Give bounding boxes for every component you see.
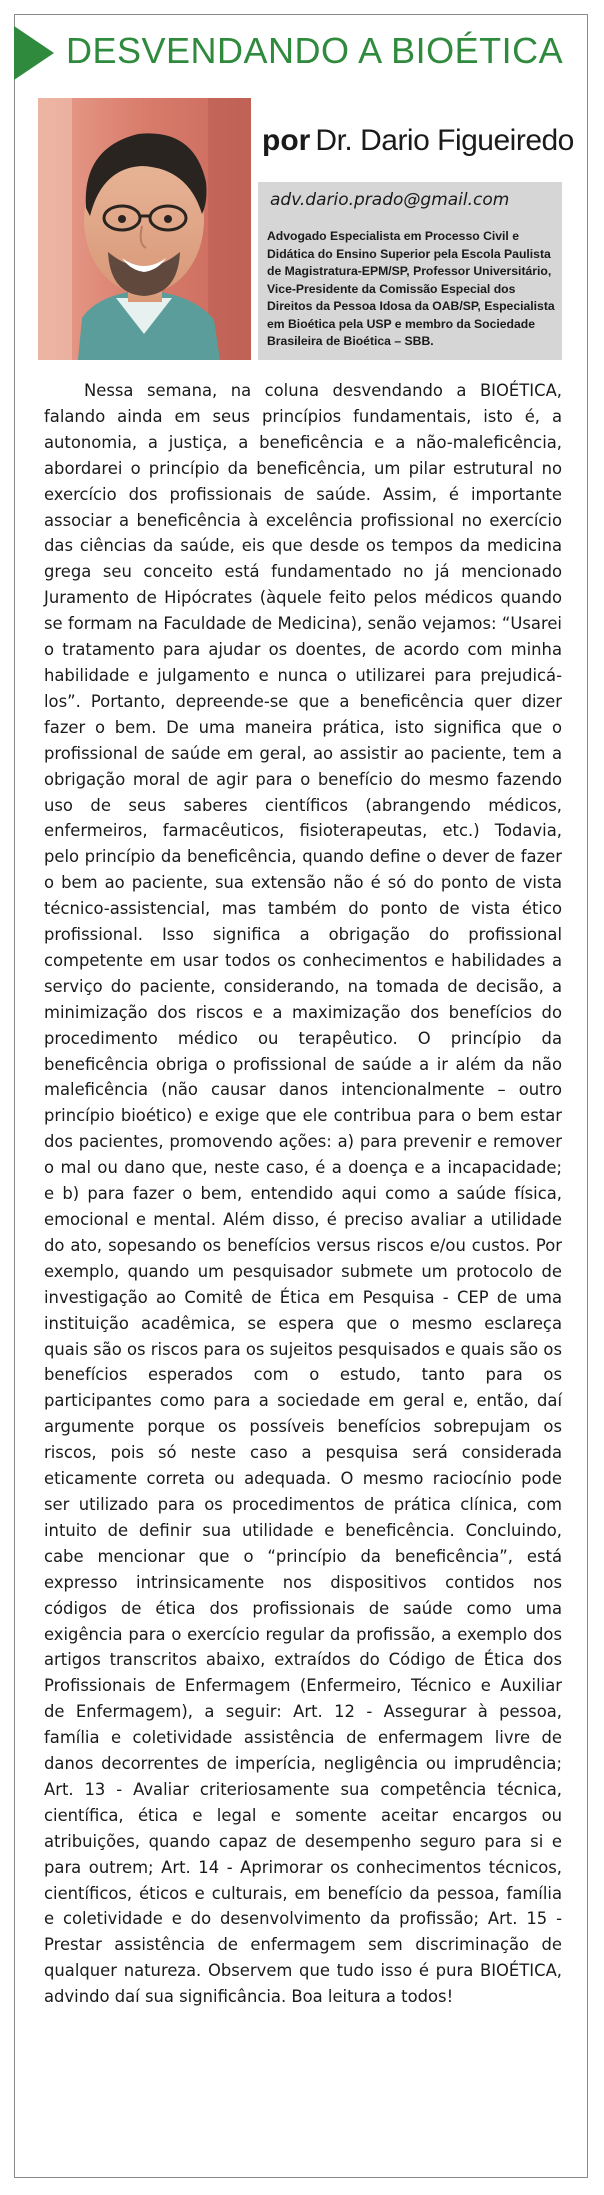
author-email[interactable]: adv.dario.prado@gmail.com: [270, 190, 510, 210]
author-byline: [262, 124, 574, 158]
author-name: Dr. Dario Figueiredo: [315, 124, 574, 157]
byline-prefix: por: [262, 124, 311, 157]
article-body: Nessa semana, na coluna desvendando a BIOÉTICA, falando ainda em seus princípios fundamentais, isto é, a autonomia, a justiça, a beneficência e a não-maleficência, abordarei o princípio da beneficência, um pilar estrutural no exercício dos profissionais de saúde. Assim, é importante associar a beneficência à excelência profissional no exercício das ciências da saúde, eis que desde os tempos da medicina grega seu conceito está fundamentado no já mencionado Juramento de Hipócrates (àquele feito pelos médicos quando se formam na Faculdade de Medicina), senão vejamos: “Usarei o tratamento para ajudar os doentes, de acordo com minha habilidade e julgamento e nunca o utilizarei para prejudicá-los”. Portanto, depreende-se que a beneficência quer dizer fazer o bem. De uma maneira prática, isto significa que o profissional de saúde em geral, ao assistir ao paciente, tem a obrigação moral de agir para o benefício do mesmo fazendo uso de seus saberes científicos (abrangendo médicos, enfermeiros, farmacêuticos, fisioterapeutas, etc.) Todavia, pelo princípio da beneficência, quando define o dever de fazer o bem ao paciente, sua extensão não é só do ponto de vista técnico-assistencial, mas também do ponto de vista ético profissional. Isso significa a obrigação do profissional competente em usar todos os conhecimentos e habilidades a serviço do paciente, considerando, na tomada de decisão, a minimização dos riscos e a maximização dos benefícios do procedimento médico ou terapêutico. O princípio da beneficência obriga o profissional de saúde a ir além da não maleficência (não causar danos intencionalmente – outro princípio bioético) e exige que ele contribua para o bem estar dos pacientes, promovendo ações: a) para prevenir e remover o mal ou dano que, neste caso, é a doença e a incapacidade; e b) para fazer o bem, entendido aqui como a saúde física, emocional e mental. Além disso, é preciso avaliar a utilidade do ato, sopesando os benefícios versus riscos e/ou custos. Por exemplo, quando um pesquisador submete um protocolo de investigação ao Comitê de Ética em Pesquisa - CEP de uma instituição acadêmica, se espera que o mesmo esclareça quais são os riscos para os sujeitos pesquisados e quais são os benefícios esperados com o estudo, tanto para os participantes como para a sociedade em geral e, então, daí argumente porque os possíveis benefícios sobrepujam os riscos, pois só neste caso a pesquisa será considerada eticamente correta ou adequada. O mesmo raciocínio pode ser utilizado para os procedimentos de prática clínica, com intuito de definir sua utilidade e beneficência. Concluindo, cabe mencionar que o “princípio da beneficência”, está expresso intrinsicamente nos dispositivos contidos nos códigos de ética dos profissionais de saúde como uma exigência para o exercício regular da profissão, a exemplo dos artigos transcritos abaixo, extraídos do Código de Ética dos Profissionais de Enfermagem (Enfermeiro, Técnico e Auxiliar de Enfermagem), a seguir: Art. 12 - Assegurar à pessoa, família e coletividade assistência de enfermagem livre de danos decorrentes de imperícia, negligência ou imprudência; Art. 13 - Avaliar criteriosamente sua competência técnica, científica, ética e legal e somente aceitar encargos ou atribuições, quando capaz de desempenho seguro para si e para outrem; Art. 14 - Aprimorar os conhecimentos técnicos, científicos, éticos e culturais, em benefício da pessoa, família e coletividade e do desenvolvimento da profissão; Art. 15 - Prestar assistência de enfermagem sem discriminação de qualquer natureza. Observem que tudo isso é pura BIOÉTICA, advindo daí sua significância. Boa leitura a todos!: [44, 381, 562, 2007]
author-photo: [38, 98, 251, 360]
section-title: DESVENDANDO A BIOÉTICA: [66, 30, 564, 71]
author-bio: Advogado Especialista em Processo Civil e Didática do Ensino Superior pela Escola Paulista de Magistratura-EPM/SP, Professor Universitário, Vice-Presidente da Comissão Especial dos Direitos da Pessoa Idosa da OAB/SP, Especialista em Bioética pela USP e membro da Sociedade Brasileira de Bioética – SBB.: [267, 229, 555, 348]
section-arrow-icon: [14, 26, 54, 80]
